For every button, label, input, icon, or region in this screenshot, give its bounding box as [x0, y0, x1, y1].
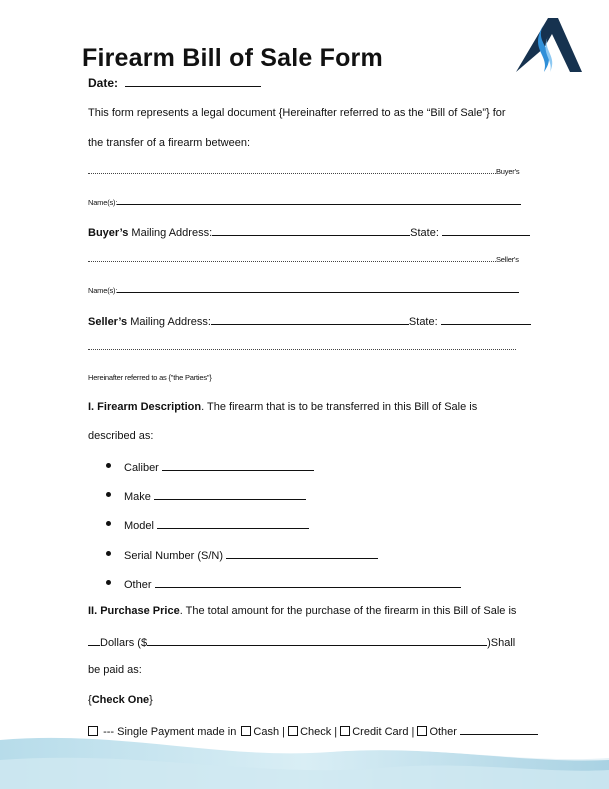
item-other-label: Other	[124, 579, 152, 591]
bullet-icon	[106, 463, 111, 468]
check-open: {	[88, 694, 92, 706]
parties-dotted-row	[88, 343, 516, 352]
section1-row	[88, 401, 477, 413]
buyer-state-field[interactable]	[442, 225, 530, 236]
dollars-row	[88, 635, 515, 649]
seller-mailing-label: Mailing Address:	[130, 316, 211, 328]
credit-card-label: Credit Card |	[352, 726, 415, 738]
paid-label: be paid as:	[88, 664, 142, 676]
intro-line-1: This form represents a legal document {Hereinafter referred to as the “Bill of Sale”} for	[88, 107, 506, 119]
check-one-row	[88, 694, 153, 706]
dollars-words-field[interactable]	[88, 635, 100, 646]
section1-title: I. Firearm Description	[88, 401, 202, 413]
seller-state-field[interactable]	[441, 314, 531, 325]
seller-tag: Seller's	[496, 255, 519, 264]
item-other	[124, 577, 461, 591]
item-other-field[interactable]	[155, 577, 461, 588]
date-field[interactable]	[125, 76, 261, 87]
seller-word: Seller’s	[88, 316, 128, 328]
check-one-label: Check One	[91, 694, 150, 706]
bullet-icon	[106, 492, 111, 497]
section1-text-2: described as:	[88, 430, 154, 442]
item-make-label: Make	[124, 491, 151, 503]
parties-note: Hereinafter referred to as {"the Parties"}	[88, 373, 212, 382]
buyer-names-field[interactable]	[117, 197, 521, 205]
bullet-icon	[106, 551, 111, 556]
item-model-label: Model	[124, 520, 154, 532]
item-caliber	[124, 460, 314, 474]
buyer-names-row	[88, 197, 521, 207]
seller-names-label: Name(s):	[88, 286, 118, 295]
check-label: Check |	[300, 726, 338, 738]
shall-label: )Shall	[487, 637, 516, 649]
seller-dotted-row	[88, 255, 519, 264]
seller-address-field[interactable]	[211, 314, 409, 325]
buyer-tag: Buyer's	[496, 167, 520, 176]
section2-row	[88, 605, 516, 617]
item-caliber-label: Caliber	[124, 462, 159, 474]
buyer-address-row	[88, 225, 530, 239]
bullet-icon	[106, 580, 111, 585]
section2-title: II. Purchase Price	[88, 605, 180, 617]
footer-wave-decoration	[0, 730, 609, 789]
section2-text: . The total amount for the purchase of the firearm in this Bill of Sale is	[179, 605, 517, 617]
buyer-name-dotted-field[interactable]	[88, 167, 496, 174]
intro-line-2: the transfer of a firearm between:	[88, 137, 251, 149]
seller-state-label: State:	[408, 316, 438, 328]
seller-names-row	[88, 285, 519, 295]
parties-dotted-field[interactable]	[88, 343, 516, 350]
buyer-dotted-row	[88, 167, 519, 176]
bullet-icon	[106, 521, 111, 526]
buyer-address-field[interactable]	[212, 225, 410, 236]
brand-logo-icon	[514, 14, 584, 76]
page-title: Firearm Bill of Sale Form	[82, 44, 383, 72]
item-make	[124, 489, 306, 503]
date-label: Date:	[88, 76, 119, 90]
seller-address-row	[88, 314, 531, 328]
date-row	[88, 76, 261, 90]
item-serial-label: Serial Number (S/N)	[124, 550, 224, 562]
item-make-field[interactable]	[154, 489, 306, 500]
cash-label: Cash |	[253, 726, 285, 738]
seller-name-dotted-field[interactable]	[88, 255, 496, 262]
item-serial-field[interactable]	[226, 548, 378, 559]
check-close: }	[149, 694, 153, 706]
item-caliber-field[interactable]	[162, 460, 314, 471]
payment-prefix: --- Single Payment made in	[103, 726, 237, 738]
dollars-label: Dollars ($	[100, 637, 148, 649]
seller-names-field[interactable]	[117, 285, 519, 293]
buyer-names-label: Name(s):	[88, 198, 118, 207]
section1-text: . The firearm that is to be transferred in this Bill of Sale is	[201, 401, 478, 413]
buyer-word: Buyer’s	[88, 227, 129, 239]
item-model	[124, 518, 309, 532]
dollars-amount-field[interactable]	[147, 635, 487, 646]
buyer-mailing-label: Mailing Address:	[131, 227, 213, 239]
buyer-state-label: State:	[410, 227, 439, 239]
item-serial	[124, 548, 378, 562]
other-label: Other	[429, 726, 457, 738]
item-model-field[interactable]	[157, 518, 309, 529]
